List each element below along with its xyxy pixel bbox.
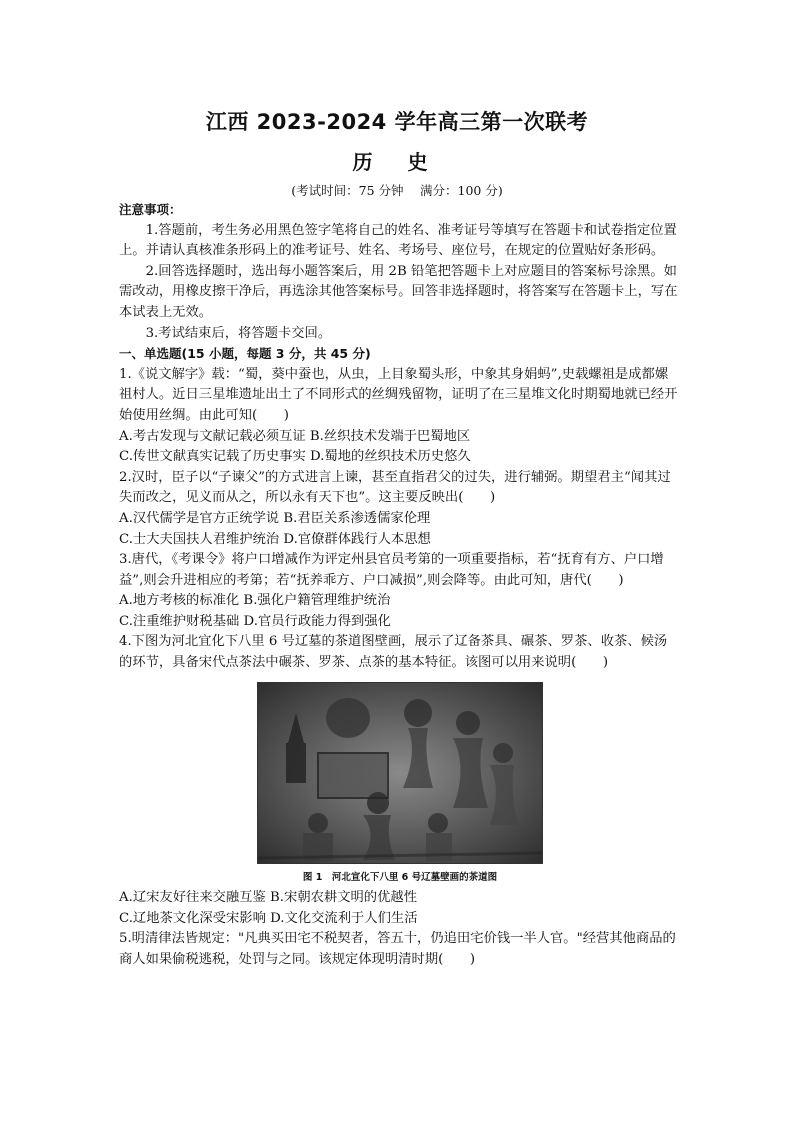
question-1-options-cd: C.传世文献真实记载了历史事实 D.蜀地的丝织技术历史悠久 [119, 449, 471, 465]
notice-heading: 注意事项： [119, 202, 182, 217]
notice-item-2 [119, 262, 679, 324]
notice-item-2-rest: 如需改动，用橡皮擦干净后，再选涂其他答案标号。回答非选择题时，将答案写在答题卡上，写在本试表上无效。 [119, 263, 678, 320]
question-3-options-ab: A.地方考核的标准化 B.强化户籍管理维护统治 [119, 593, 391, 609]
figure-caption: 图 1 河北宣化下八里 6 号辽墓壁画的茶道图 [302, 871, 498, 883]
notice-item-1 [119, 221, 679, 262]
notice-item-1-line1: 1.答题前，考生务必用黑色签字笔将自己的姓名、准考证号等填写在答题卡和试卷指定 [145, 222, 651, 238]
question-1-stem: 1.《说文解字》载：“蜀，葵中蚕也，从虫，上目象蜀头形，中象其身娟蚂”,史载螺祖是成都嫘祖村人。近日三星堆遗址出土了不同形式的丝绸残留物，证明了在三星堆文化时期蜀地就已经开始使用丝绸。由此可知( ) [119, 366, 678, 423]
question-2-stem: 2.汉时，臣子以“子谏父”的方式进言上谏，甚至直指君父的过失，进行辅弼。期望君主“闻其过失而改之，见义而从之，所以永有天下也”。这主要反映出( ) [119, 469, 671, 506]
question-4-stem: 4.下图为河北宜化下八里 6 号辽墓的茶道图壁画，展示了辽备茶具、碾茶、罗茶、收茶、候汤的环节，具备宋代点茶法中碾茶、罗茶、点茶的基本特征。该图可以用来说明( ) [119, 634, 668, 671]
question-2-options-ab: A.汉代儒学是官方正统学说 B.君臣关系渗透儒家伦理 [119, 510, 431, 526]
notice-item-1-rest: 位置上。并请认真核准条形码上的准考证号、姓名、考场号、座位号，在规定的位置贴好条形码。 [119, 222, 677, 259]
question-5-stem: 5.明清律法皆规定："凡典买田宅不税契者，答五十，仍追田宅价钱一半人官。"经营其他商品的商人如果偷税逃税，处罚与之同。该规定体现明清时期( ) [119, 931, 676, 968]
question-2-options-cd: C.士大夫国扶人君维护统治 D.官僚群体践行人本思想 [119, 531, 431, 547]
question-4-options-ab: A.辽宋友好往来交融互鉴 B.宋朝农耕文明的优越性 [119, 890, 417, 906]
exam-title: 江西 2023-2024 学年高三第一次联考 [205, 110, 589, 134]
question-1-options-ab: A.考古发现与文献记载必须互证 B.丝织技术发端于巴蜀地区 [119, 428, 471, 444]
exam-body [119, 200, 679, 971]
question-4-options-cd: C.辽地茶文化深受宋影响 D.文化交流利于人们生活 [119, 910, 418, 926]
section-heading: 一、单选题(15 小题，每题 3 分，共 45 分) [119, 346, 371, 362]
mural-figure [257, 682, 543, 889]
mural-illustration [258, 683, 542, 863]
question-3-options-cd: C.注重维护财税基础 D.官员行政能力得到强化 [119, 613, 391, 629]
notice-item-3: 3.考试结束后，将答题卡交回。 [145, 325, 332, 341]
exam-info: (考试时间：75 分钟 满分：100 分) [291, 183, 503, 198]
subject-title: 历 史 [352, 150, 442, 174]
mural-image [257, 682, 543, 864]
question-3-stem: 3.唐代，《考课令》将户口增减作为评定州县官员考第的一项重要指标，若“抚育有方、户口增益”,则会升进相应的考第；若“抚养乖方、户口减损”,则会降等。由此可知，唐代( ) [119, 552, 664, 588]
notice-item-2-line1: 2.回答选择题时，选出每小题答案后，用 2B 铅笔把答题卡上对应题目的答案标号涂黑。 [145, 263, 664, 279]
